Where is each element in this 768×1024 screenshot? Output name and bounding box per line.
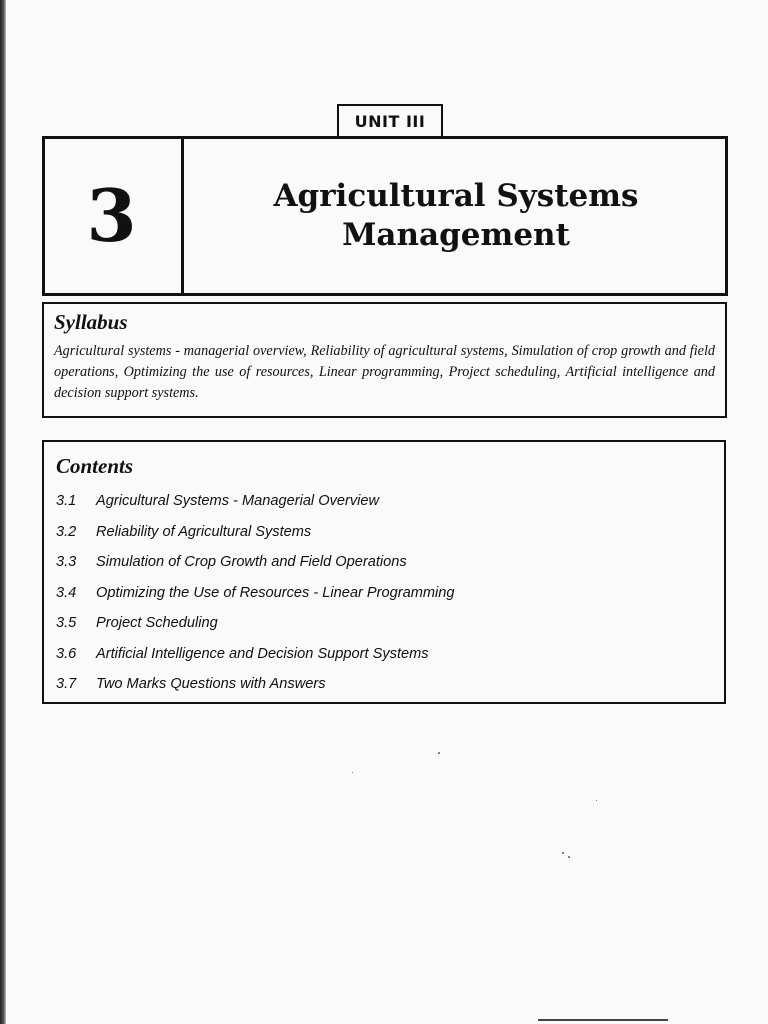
contents-heading: Contents — [56, 454, 134, 478]
contents-list — [56, 486, 712, 700]
syllabus-box — [42, 302, 727, 418]
contents-item-number: 3.5 — [56, 615, 77, 632]
chapter-title — [184, 136, 728, 296]
contents-item-title: Two Marks Questions with Answers — [96, 676, 326, 693]
scan-speck — [562, 852, 564, 854]
contents-box — [42, 440, 726, 704]
contents-item-title: Artificial Intelligence and Decision Support Systems — [96, 645, 429, 662]
contents-item-title: Project Scheduling — [96, 615, 218, 632]
contents-item-title: Reliability of Agricultural Systems — [96, 523, 312, 540]
scan-speck — [352, 772, 353, 773]
scan-speck — [596, 800, 597, 801]
contents-item-number: 3.7 — [56, 676, 77, 693]
contents-item-title: Optimizing the Use of Resources - Linear Programming — [96, 584, 455, 601]
unit-label — [337, 104, 443, 138]
contents-item[interactable] — [56, 578, 712, 609]
contents-item-number: 3.1 — [56, 493, 77, 510]
chapter-number: 3 — [86, 173, 137, 258]
syllabus-heading: Syllabus — [54, 310, 128, 334]
unit-label-text: UNIT III — [354, 111, 426, 131]
contents-item[interactable] — [56, 547, 712, 578]
page-binding-edge — [0, 0, 6, 1024]
contents-item-title: Agricultural Systems - Managerial Overview — [96, 493, 380, 510]
contents-item[interactable] — [56, 669, 712, 700]
contents-item[interactable] — [56, 517, 712, 548]
syllabus-text: Agricultural systems - managerial overview, Reliability of agricultural systems, Simulation of crop growth and field operations, Optimizing the use of resources, Linear programming, Project scheduling, Artificial intelligence and decision support systems. — [54, 343, 715, 401]
contents-item[interactable] — [56, 608, 712, 639]
contents-item[interactable] — [56, 639, 712, 670]
contents-item-number: 3.4 — [56, 584, 77, 601]
scan-speck — [438, 752, 440, 754]
chapter-title-line1: Agricultural Systems — [273, 178, 639, 215]
contents-item-title: Simulation of Crop Growth and Field Operations — [96, 554, 407, 571]
contents-item-number: 3.3 — [56, 554, 77, 571]
contents-item-number: 3.2 — [56, 523, 77, 540]
chapter-title-line2: Management — [342, 217, 570, 253]
scan-speck — [568, 856, 570, 858]
chapter-header — [42, 136, 728, 296]
footer-rule — [538, 1019, 668, 1021]
contents-item-number: 3.6 — [56, 645, 77, 662]
contents-item[interactable] — [56, 486, 712, 517]
chapter-number-cell — [42, 136, 184, 296]
